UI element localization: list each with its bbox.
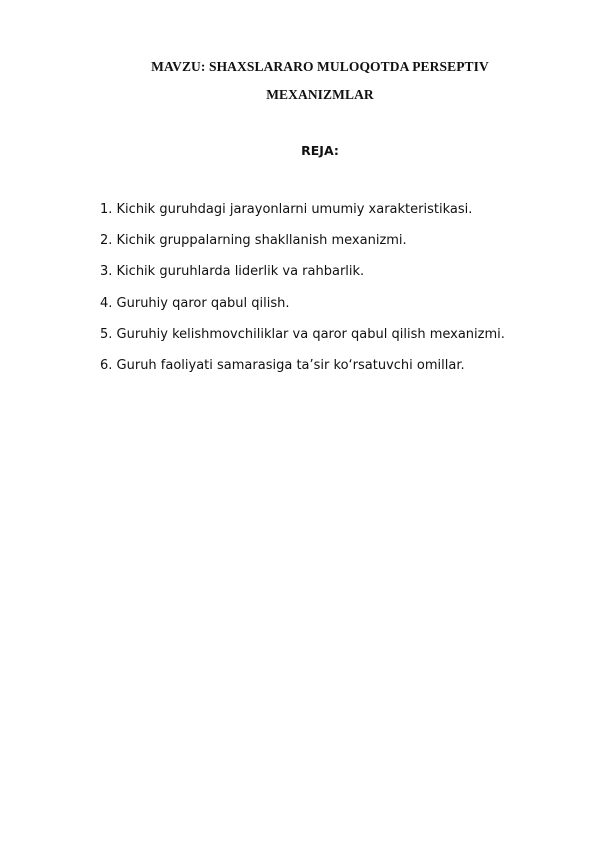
plan-list [100,202,505,389]
plan-heading: REJA: [301,143,339,158]
plan-item-6: 6. Guruh faoliyati samarasiga ta’sir ko‘rsatuvchi omillar. [100,357,465,373]
plan-item-1: 1. Kichik guruhdagi jarayonlarni umumiy xarakteristikasi. [100,202,473,217]
document-title-line-2: MEXANIZMLAR [266,87,374,102]
plan-item-3: 3. Kichik guruhlarda liderlik va rahbarlik. [100,264,365,280]
plan-item-5: 5. Guruhiy kelishmovchiliklar va qaror qabul qilish mexanizmi. [100,326,505,342]
plan-item-2: 2. Kichik gruppalarning shakllanish mexanizmi. [100,233,407,249]
plan-item-4: 4. Guruhiy qaror qabul qilish. [100,295,290,311]
document-title-line-1: MAVZU: SHAXSLARARO MULOQOTDA PERSEPTIV [151,59,489,74]
